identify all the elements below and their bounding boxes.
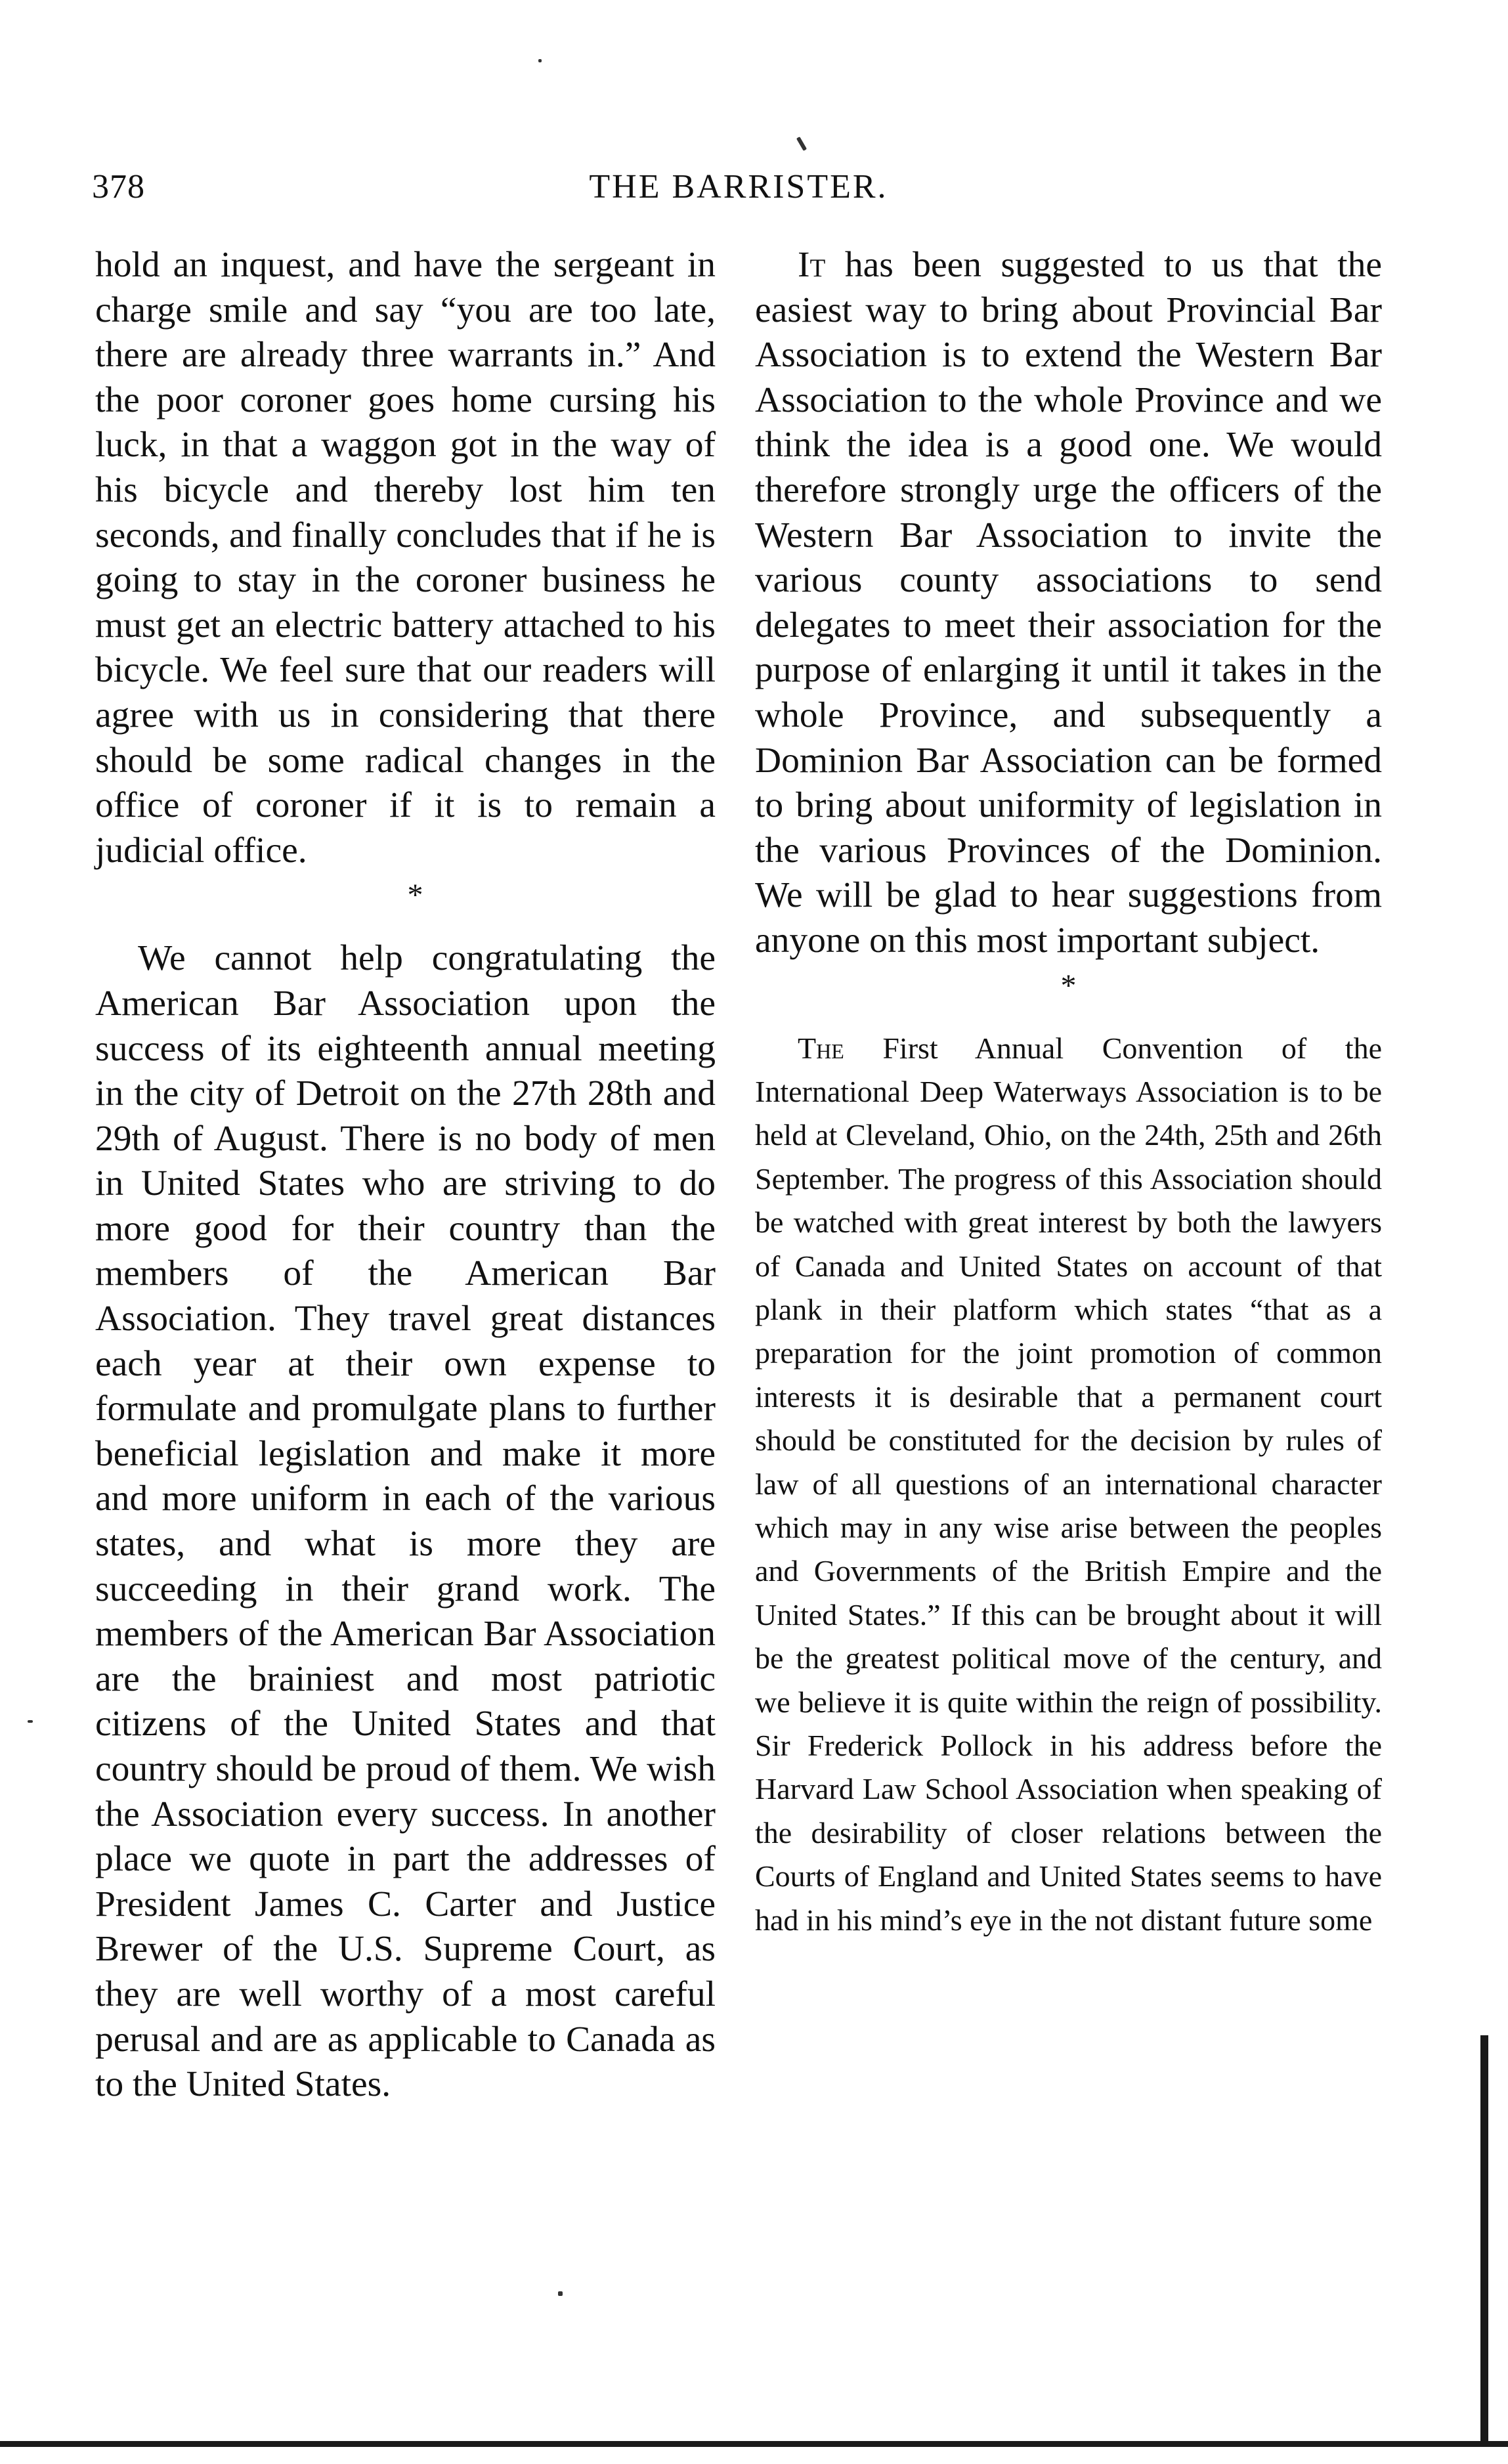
print-speck <box>28 1720 33 1723</box>
paragraph-lead-word: It <box>798 245 826 285</box>
right-column <box>755 243 1382 1942</box>
print-speck <box>538 59 542 62</box>
right-paragraph-bar-association <box>755 243 1382 964</box>
left-paragraph-american-bar: We cannot help congratulating the American Bar Association upon the success of its eighteenth annual meeting in the city of Detroit on the 27th 28th and 29th of August. There is no body of men in United States who are striving to do more good for their country than the members of the American Bar Association. They travel great distances each year at their own expense to formulate and promulgate plans to further beneficial legislation and make it more and more uniform in each of the various states, and what is more they are succeeding in their grand work. The members of the American Bar Association are the brainiest and most patriotic citizens of the United States and that country should be proud of them. We wish the Association every success. In another place we quote in part the addresses of President James C. Carter and Justice Brewer of the U.S. Supreme Court, as they are well worthy of a most careful perusal and are as applicable to Canada as to the United States. <box>95 938 716 2105</box>
left-paragraph-coroner: hold an inquest, and have the sergeant in charge smile and say “you are too late, there are already three warrants in.” And the poor coroner goes home cursing his luck, in that a waggon got in the way of his bicycle and thereby lost him ten seconds, and finally concludes that if he is going to stay in the coroner business he must get an electric battery attached to his bicycle. We feel sure that our readers will agree with us in considering that there should be some radical changes in the office of coroner if it is to remain a judicial office. <box>95 245 716 871</box>
section-separator: * <box>407 878 423 913</box>
page-header <box>92 167 1385 220</box>
left-column <box>95 243 716 2107</box>
paragraph-text: has been suggested to us that the easiest way to bring about Provincial Bar Association is to extend the Western Bar Association to the whole Province and we think the idea is a good one. We would therefore strongly urge the officers of the Western Bar Association to invite the various county associations to send delegates to meet their association for the purpose of enlarging it until it takes in the whole Province, and subsequently a Dominion Bar Association can be formed to bring about uniformity of legislation in the various Provinces of the Dominion. We will be glad to hear suggestions from anyone on this most important subject. <box>755 245 1382 961</box>
paragraph-lead-word: The <box>798 1031 844 1065</box>
paragraph-text: First Annual Convention of the International Deep Waterways Association is to be held at Cleveland, Ohio, on the 24th, 25th and 26th September. The progress of this Association should be watched with great interest by both the lawyers of Canada and United States on account of that plank in their platform which states “that as a preparation for the joint promotion of common interests it is desirable that a permanent court should be constituted for the decision by rules of law of all questions of an international character which may in any wise arise between the peoples and Governments of the British Empire and the United States.” If this can be brought about it will be the greatest political move of the century, and we believe it is quite within the reign of possibility. Sir Frederick Pollock in his address before the Harvard Law School Association when speaking of the desirability of closer relations between the Courts of England and United States seems to have had in his mind’s eye in the not distant future some <box>755 1031 1382 1937</box>
paragraph-spacer <box>755 1008 1382 1027</box>
page-edge-rule <box>1480 2035 1488 2446</box>
right-paragraph-deep-waterways <box>755 1027 1382 1943</box>
page-bottom-rule <box>0 2441 1508 2447</box>
print-speck <box>796 137 807 151</box>
paragraph-spacer <box>95 918 716 936</box>
section-separator: * <box>1060 968 1077 1003</box>
print-speck <box>558 2291 563 2296</box>
page-number: 378 <box>92 168 145 205</box>
running-title: THE BARRISTER. <box>589 168 888 205</box>
